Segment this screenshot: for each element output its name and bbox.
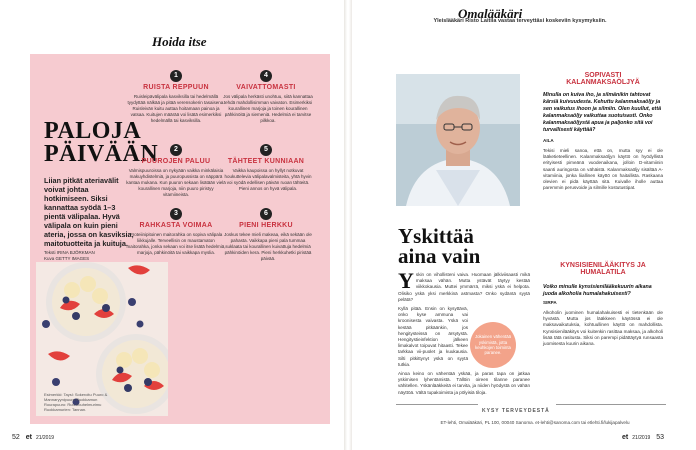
footer-left bbox=[12, 434, 54, 441]
question-1-text: Minulla on kuiva iho, ja silmänikin tahtovat kärsiä kuivuudesta. Kehuttu kalanmaksaöljy ja sen vaikutus ihoon ja silmiin. Olen kuullut, että kalanmaksaöljy vaikuttaa suotuisasti. Onko kalanmaksaöljystä apua ja paljonko sitä voi turvallisesti käyttää? bbox=[543, 92, 662, 133]
answer-2-text: Alkoholin juominen humalahakuisesti ei tietenkään ole hyvästä. Mutta jos lääkkeen käytössä ei ole maksavaikutuksia, kohtuullinen käyttö on mahdollista. Kynsisienilääkitys voi kuitenkin rasittaa maksaa, ja alkoholi lisää tätä rasitusta. Siksi on parempi pidättäytyä runsaasta juomisesta kuurin aikana. bbox=[543, 310, 663, 347]
tip-5-number: 5 bbox=[260, 144, 272, 156]
tip-5-heading: TÄHTEET KUNNIAAN bbox=[227, 158, 305, 165]
section-title-left: Hoida itse bbox=[152, 34, 207, 49]
article-lede: Liian pitkät ateriavälit voivat johtaa hotkimiseen. Siksi kannattaa syödä 1–3 pientä välipalaa. Hyvä välipala on kuin pieni ateria, jossa on kasviksia, maitotuotteita ja kuituja. bbox=[44, 176, 134, 248]
question-1-signature: AILA bbox=[543, 138, 554, 143]
photo-caption: Esimerkki: Taysl: Sokeroitu Puuro & Mannaryynipuuro Ruokkamun Rourapuuro: Ruu Vouhelmurimu Ruokkamurien: Tannan. bbox=[44, 392, 108, 412]
body-paragraph-1: skin on vihollisteni vaiva. Huomaan jälkiviisaasti mikä maksaa vähän. Mutta ystävät täytyy kestää viikkokausia. Muttei ymmärrä, miksi yskä ei helpota. Olisiko yskä yksi merkkinä astmasta? Onko sydäntä syytä pelätä? bbox=[398, 272, 530, 302]
title-line-1: PALOJA bbox=[44, 118, 142, 144]
tip-2-text: Valmispuuroissa on nykyään vaikka minkälaisia makuyhdistelmiä, ja puuropussista on näppärä kantaa mukana. Kun puuron sekaan lisätään vielä kourallinen marjoja, niin puuro piristyy vitamiineista. bbox=[126, 168, 226, 197]
ask-label: KYSY TERVEYDESTÄ bbox=[482, 408, 550, 414]
footer-right bbox=[622, 434, 664, 441]
article-credits bbox=[44, 250, 134, 262]
pull-quote-bubble bbox=[470, 322, 516, 368]
body-paragraph-2: Kyllä pitää. Ensin on kysyttävä, onko kyse ammuna vai kroonisesta vaivasta. Yskä voi kestää pitkäänkin, jos hengitysteissä on ärsytystä. Hengitystieinfektion jälkeen limakalvot toipuvat hitaasti. Tekee tarkkaa vii-puolet ja kuukausia. Silti pitkittynyt yskä on syytä tutkia. bbox=[398, 306, 468, 367]
page-number-left: 52 bbox=[12, 434, 20, 441]
question-1-heading: SOPIVASTI KALANMAKSAÖLJYÄ bbox=[566, 72, 640, 86]
article-headline bbox=[398, 226, 480, 266]
question-2-heading: KYNSISIENILÄÄKITYS JA HUMALATILA bbox=[560, 262, 646, 276]
photo-credit: Kuva GETTY IMAGES bbox=[44, 256, 90, 261]
body-paragraph-3: Ainoa keino on vähentää yskää, ja paras tapa on jatkaa yskimisen lyhentämistä. Tällöin oireen tilanne paranee vähitellen. Yskänlääkkeitä ei tarvita, ja niiden hyödystä on vähän näyttöä. Vältä tupakoimista ja pölyisiä tiloja. bbox=[398, 371, 530, 395]
ask-divider-right bbox=[556, 404, 666, 405]
tip-6-text: Joskus tekee mieli makeaa, eikä sekään ole pahasta. Vaikkapa pieni pala tummaa suklaata tai kourallinen kuivattuja hedelmiä pähkinöiden kera. Pieni herkkuhetki piristää päivää. bbox=[224, 232, 312, 261]
drop-cap: Y bbox=[398, 268, 414, 293]
headline-line-1: Yskittää bbox=[398, 224, 474, 248]
tip-2-heading: PUUROJEN PALUU bbox=[141, 158, 211, 165]
page-number-right: 53 bbox=[656, 434, 665, 441]
tip-3-heading: RAHKASTA VOIMAA bbox=[139, 222, 213, 229]
text-credit: Teksti IRINA BJÖRKMAN bbox=[44, 250, 95, 255]
issue-right: 21/2019 bbox=[632, 435, 651, 441]
doctor-illustration bbox=[396, 74, 520, 206]
tip-4-text: Jos välipala herkästi unohtuu, siitä kannattaa tehdä mahdollisimman vaivaton. Esimerkiksi kourallinen marjoja ja toinen kourallinen pähkinöitä ja siemeniä. Hedelmiä ei tarvitse pilkkoa. bbox=[223, 94, 313, 123]
tip-5-text: Vaikka kaupoissa on hyllyt notkuvat houkuttelevia välipalavalmisteita, yhtä hyvin voi syödä edellisen päivän ruoan tähteitä. Pieni annos on hyvä välipala. bbox=[224, 168, 312, 191]
tip-1-text: Ruisleipävälipala kasviksilla tai hedelmällä tyydyttää nälkää ja pitää verensokerin tasaisena. Ruisleivän kuitu auttaa hoitamaan painoa ja vatsaa. Kuitujen määrää voi lisätä esimerkiksi hedelmällä tai kasviksilla. bbox=[127, 94, 225, 123]
page-gutter bbox=[344, 0, 352, 450]
tip-3-text: Proteiinipitoinen maitorahka on sopiva välipala liikkujalle. Terveellisin on maustamaton maitorahka, jonka sekaan voi itse lisätä hedelmiä, marjoja, pähkinöitä tai vaikkapa myslia. bbox=[126, 232, 226, 255]
doctor-portrait bbox=[396, 74, 520, 206]
tip-1-number: 1 bbox=[170, 70, 182, 82]
answer-1-text: Tekisi mieli sanoa, että on, mutta syy ei ole lääketieteellinen. Kalanmaksaöljyn käyttö on hyödyllistä erityisesti pimeänä vuodenaikana, jolloin D-vitamiinin saanti auringosta on vähäistä. Kalanmaksaöljy sisältää A-vitamiinia, jonka liiallinen käyttö on haitallista. Raskaana olevien ei pidä käyttää sitä. Kuivalle iholle auttaa paremmin perusvoide ja silmille kostutustipat. bbox=[543, 148, 663, 191]
section-title-right: Omalääkäri bbox=[458, 6, 523, 21]
contact-info: ET-lehti, Omalääkäri, PL 100, 00040 Sanoma. et-lehti@sanoma.com tai etlehti.fi/lukijapalvelu bbox=[440, 420, 630, 425]
pull-quote-text: Jokainen vähentää yskimistä, jotta keuhkojen toiminta paranee. bbox=[474, 334, 512, 356]
tip-1-heading: RUISTA REPPUUN bbox=[143, 84, 209, 91]
magazine-name-left: et bbox=[25, 434, 32, 441]
tip-4-heading: VAIVATTOMASTI bbox=[236, 84, 296, 91]
tip-3-number: 3 bbox=[170, 208, 182, 220]
magazine-name-right: et bbox=[622, 434, 629, 441]
question-2-text: Voiko minulle kynsisienilääkekuurin aikana juoda alkoholia humalahakuisesti? bbox=[543, 284, 652, 297]
column-byline: Yleislääkäri Risto Laitila vastaa terveyttäsi koskeviin kysymyksiin. bbox=[433, 18, 607, 24]
question-2-signature: SIRPA bbox=[543, 300, 557, 305]
tip-2-number: 2 bbox=[170, 144, 182, 156]
tip-4-number: 4 bbox=[260, 70, 272, 82]
tip-6-number: 6 bbox=[260, 208, 272, 220]
headline-line-2: aina vain bbox=[398, 244, 481, 268]
issue-left: 21/2019 bbox=[35, 435, 55, 441]
tip-6-heading: PIENI HERKKU bbox=[239, 222, 293, 229]
title-line-2: PÄIVÄÄN bbox=[44, 141, 159, 167]
ask-divider-left bbox=[396, 404, 478, 405]
